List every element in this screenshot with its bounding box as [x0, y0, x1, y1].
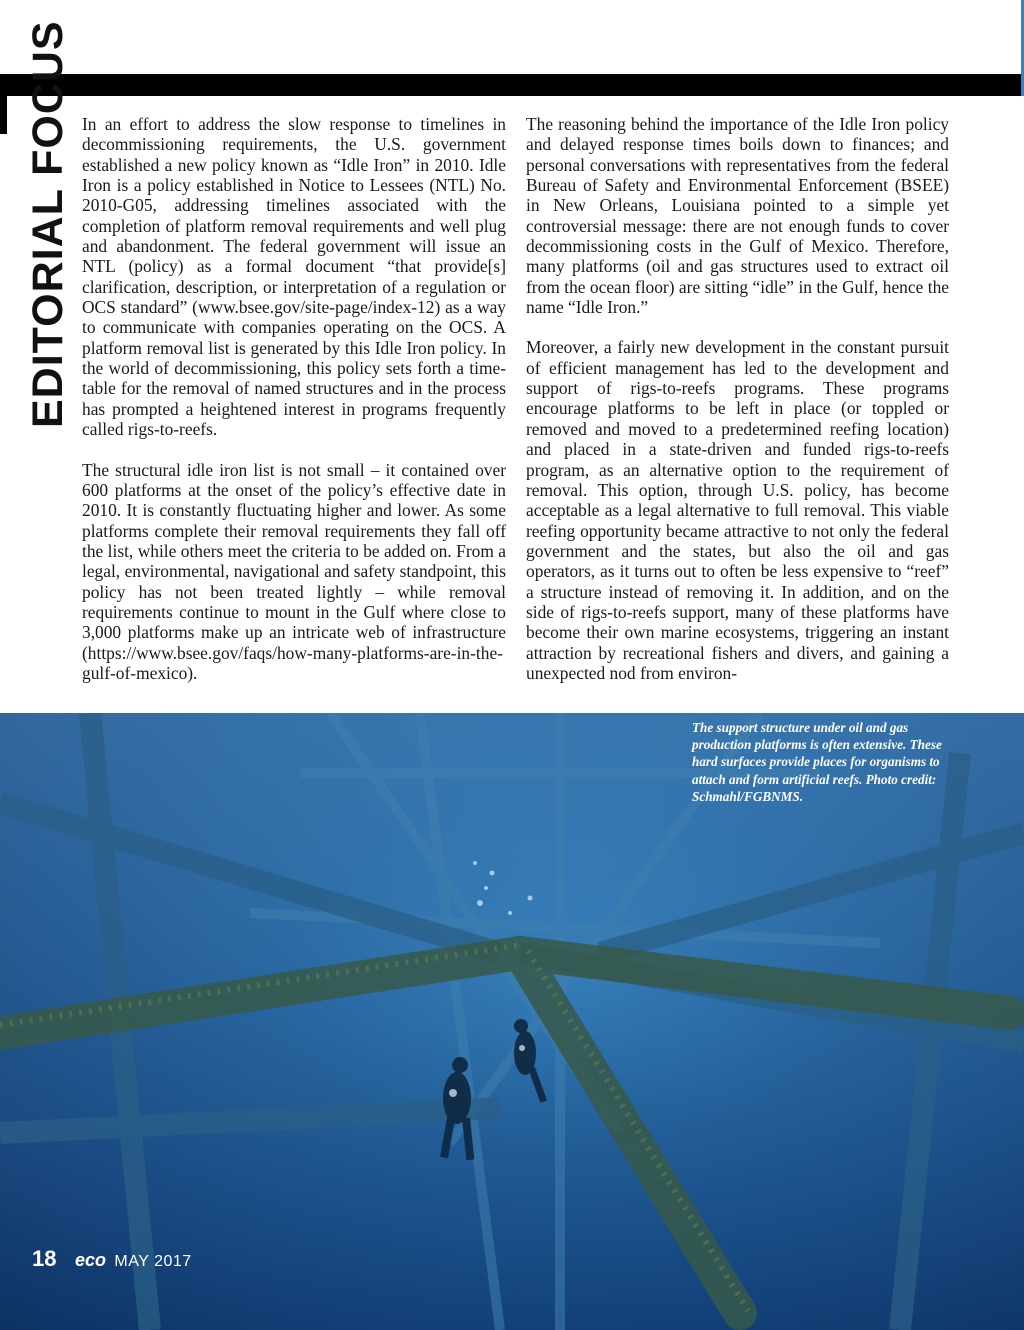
photo-caption: The support structure under oil and gas production platforms is often extensive. These hard surfaces provide places for organisms to attach and form artificial reefs. Photo credit: Schmahl/FGBNMS.	[692, 720, 942, 804]
magazine-brand: eco	[74, 1250, 106, 1270]
page-number: 18	[32, 1246, 57, 1271]
issue-date: MAY 2017	[114, 1253, 192, 1270]
paragraph: Moreover, a fairly new development in the constant pursuit of efficient management has led to the development and support of rigs-to-reefs programs. These programs encourage platforms to be left in place (or toppled or removed and moved to a predetermined reefing location) and placed in a state-driven and funded rigs-to-reefs program, as an alternative option to the requirement of removal. This option, through U.S. policy, has become acceptable as a legal alternative to full removal. This viable reefing opportunity became attractive to not only the federal government and the states, but also the oil and gas operators, as it turns out to often be less expensive to “reef” a structure instead of removing it. In addition, and on the side of rigs-to-reefs support, many of these platforms have become their own marine ecosystems, triggering an instant attraction by recreational fishers and divers, and gaining a unexpected nod from environ-	[526, 337, 949, 683]
underwater-platform-photo	[0, 713, 1024, 1330]
paragraph: The reasoning behind the importance of the Idle Iron policy and delayed response times boils down to finances; and personal conversations with representatives from the federal Bureau of Safety and Environmental Enforcement (BSEE) in New Orleans, Louisiana pointed to a simple yet controversial message: there are not enough funds to cover decommissioning costs in the Gulf of Mexico. Therefore, many platforms (oil and gas structures used to extract oil from the ocean floor) are sitting “idle” in the Gulf, hence the name “Idle Iron.”	[526, 114, 949, 318]
header-rule	[0, 74, 1024, 96]
header-tab	[0, 74, 7, 134]
article-column-right	[526, 114, 949, 683]
photo-illustration	[0, 713, 1024, 1330]
article-column-left	[82, 114, 506, 683]
page-footer	[32, 1246, 192, 1272]
section-label: EDITORIAL FOCUS	[24, 20, 72, 428]
paragraph: In an effort to address the slow response to timelines in decommissioning requirements, the U.S. government established a new policy known as “Idle Iron” in 2010. Idle Iron is a policy established in Notice to Lessees (NTL) No. 2010-G05, addressing timelines associated with the completion of platform removal requirements and well plug and abandonment. The federal government will issue an NTL (policy) as a formal document “that provide[s] clarification, description, or interpretation of a regulation or OCS standard” (www.bsee.gov/site-page/index-12) as a way to communicate with companies operating on the OCS. A platform removal list is generated by this Idle Iron policy. In the world of decommissioning, this policy sets forth a time-table for the removal of named structures and in the process has prompted a heightened interest in programs frequently called rigs-to-reefs.	[82, 114, 506, 440]
paragraph: The structural idle iron list is not small – it contained over 600 platforms at the onset of the policy’s effective date in 2010. It is constantly fluctuating higher and lower. As some platforms complete their removal requirements they fall off the list, while others meet the criteria to be added on. From a legal, environmental, navigational and safety standpoint, this policy has not been treated lightly – while removal requirements continue to mount in the Gulf where close to 3,000 platforms make up an intricate web of infrastructure (https://www.bsee.gov/faqs/how-many-platforms-are-in-the-gulf-of-mexico).	[82, 459, 506, 683]
